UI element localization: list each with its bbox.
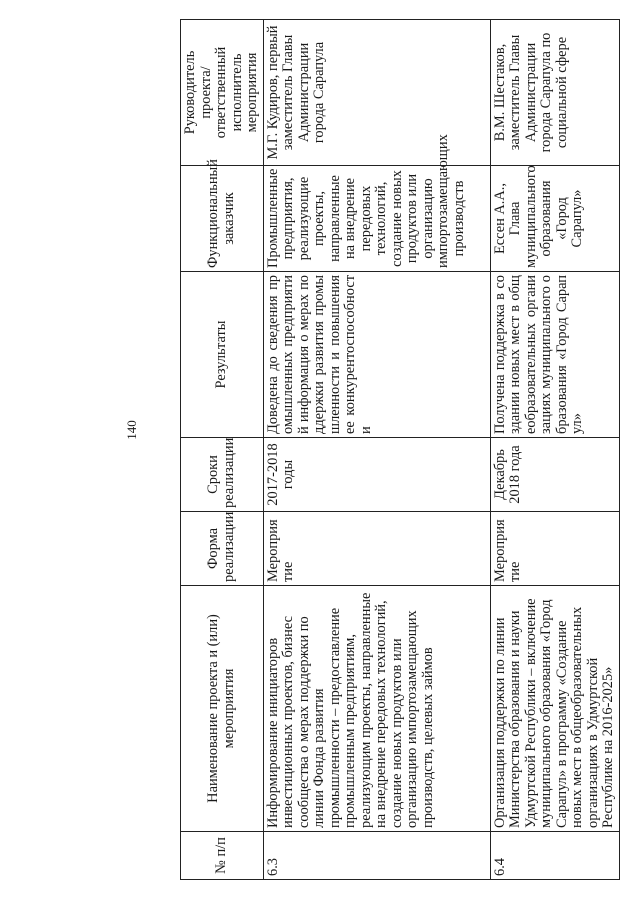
cell-terms: 2017-2018 годы <box>263 438 490 512</box>
cell-form: Мероприятие <box>263 512 490 586</box>
cell-terms: Декабрь 2018 года <box>490 438 619 512</box>
cell-num: 6.3 <box>263 832 490 880</box>
header-customer: Функциональный заказчик <box>181 166 264 272</box>
header-form: Форма реализации <box>181 512 264 586</box>
header-num: № п/п <box>181 832 264 880</box>
projects-table <box>180 19 620 880</box>
header-results: Результаты <box>181 272 264 438</box>
rotated-page-content <box>180 20 616 880</box>
header-name: Наименование проекта и (или) мероприятия <box>181 586 264 832</box>
cell-customer: Промышленные предприятия, реализующие проекты, направленные на внедрение передовых технологий, создание новых продуктов или организацию импортозамещающих производств <box>263 166 490 272</box>
cell-form: Мероприятие <box>490 512 619 586</box>
cell-customer: Ессен А.А., Глава муниципального образования «Город Сарапул» <box>490 166 619 272</box>
page-number: 140 <box>124 420 139 440</box>
table-row <box>263 20 490 880</box>
table-header-row <box>181 20 264 880</box>
header-manager: Руководитель проекта/ ответственный исполнитель мероприятия <box>181 20 264 166</box>
cell-manager: М.Г. Кудиров, первый заместитель Главы Администрации города Сарапула <box>263 20 490 166</box>
table-row <box>490 20 619 880</box>
cell-results: Получена поддержка в создании новых мест в общеобразовательных организациях муниципального образования «Город Сарапул» <box>490 272 619 438</box>
cell-manager: В.М. Шестаков, заместитель Главы Администрации города Сарапула по социальной сфере <box>490 20 619 166</box>
cell-name: Информирование инициаторов инвестиционных проектов, бизнес сообщества о мерах поддержки по линии Фонда развития промышленности – предоставление промышленным предприятиям, реализующим проекты, направленные на внедрение передовых технологий, создание новых продуктов или организацию импортозамещающих производств, целевых займов <box>263 586 490 832</box>
cell-num: 6.4 <box>490 832 619 880</box>
cell-results: Доведена до сведения промышленных предприятий информация о мерах поддержки развития промышленности и повышения ее конкурентоспособности <box>263 272 490 438</box>
header-terms: Сроки реализации <box>181 438 264 512</box>
cell-name: Организация поддержки по линии Министерства образования и науки Удмуртской Республики – включение муниципального образования «Город Сарапул» в программу «Создание новых мест в общеобразовательных организациях в Удмуртской Республике на 2016-2025» <box>490 586 619 832</box>
